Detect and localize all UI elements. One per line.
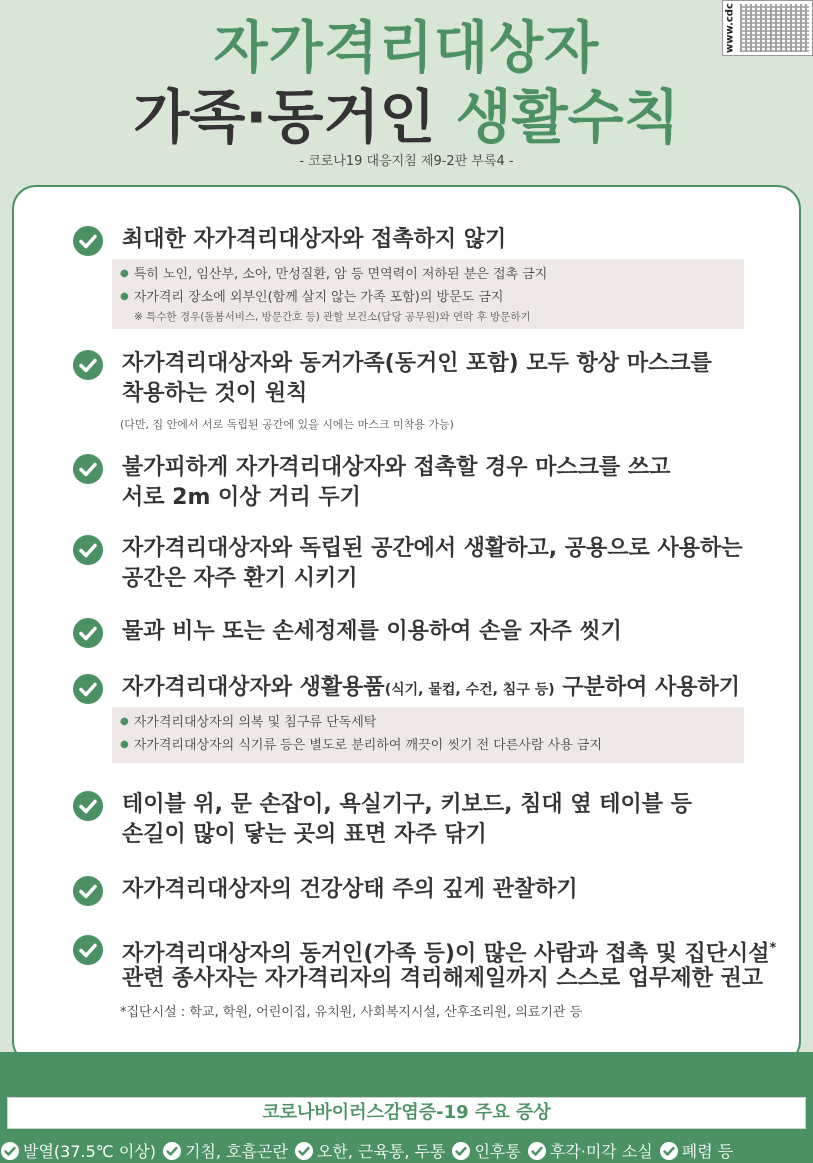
rule-title: 테이블 위, 문 손잡이, 욕실기구, 키보드, 침대 옆 테이블 등: [122, 792, 692, 817]
symptom-item: 기침, 호흡곤란: [162, 1139, 288, 1162]
detail-row: ● 자가격리대상자의 식기류 등은 별도로 분리하여 깨끗이 씻기 전 다른사람 사용 금지: [120, 738, 603, 753]
title-line2: [0, 70, 813, 154]
subtitle: - 코로나19 대응지침 제9-2판 부록4 -: [299, 154, 514, 169]
title-line1: 자가격리대상자: [213, 16, 600, 81]
check-circle-icon: [72, 349, 104, 381]
footer: [0, 1052, 813, 1163]
rule-title-2: 서로 2m 이상 거리 두기: [122, 485, 361, 510]
rule-details: [112, 259, 744, 329]
check-circle-icon: [72, 534, 104, 566]
rule-title: 자가격리대상자의 건강상태 주의 깊게 관찰하기: [122, 877, 578, 902]
rule-title: 자가격리대상자와 독립된 공간에서 생활하고, 공용으로 사용하는: [122, 536, 743, 561]
detail-note: ※ 특수한 경우(돌봄서비스, 방문간호 등) 관할 보건소(담당 공무원)와 연락 후 방문하기: [134, 311, 531, 323]
symptom-item: 오한, 근육통, 두통: [294, 1139, 446, 1162]
rule-note: *집단시설 : 학교, 학원, 어린이집, 유치원, 사회복지시설, 산후조리원, 의료기관 등: [120, 1005, 583, 1020]
symptom-item: 폐렴 등: [659, 1139, 733, 1162]
rules-card: [12, 185, 801, 1065]
detail-row: ● 자가격리대상자의 의복 및 침구류 단독세탁: [120, 715, 377, 730]
check-circle-icon: [72, 790, 104, 822]
rule-title-2: 관련 종사자는 자가격리자의 격리해제일까지 스스로 업무제한 권고: [122, 966, 764, 991]
title-green: 생활수칙: [455, 83, 680, 151]
check-circle-icon: [451, 1141, 471, 1161]
check-circle-icon: [294, 1141, 314, 1161]
rule-title: 불가피하게 자가격리대상자와 접촉할 경우 마스크를 쓰고: [122, 455, 671, 480]
symptoms-list: [0, 1138, 813, 1163]
qr-code[interactable]: [722, 0, 813, 56]
check-circle-icon: [72, 453, 104, 485]
check-circle-icon: [72, 225, 104, 257]
rule-note: (다만, 집 안에서 서로 독립된 공간에 있을 시에는 마스크 미착용 가능): [120, 418, 454, 431]
bullet-icon: ●: [120, 739, 129, 750]
symptom-item: 발열(37.5℃ 이상): [0, 1139, 156, 1162]
symptoms-title: 코로나바이러스감염증-19 주요 증상: [7, 1097, 806, 1129]
qr-pattern: [740, 4, 809, 52]
header: [0, 0, 813, 185]
bullet-icon: ●: [120, 716, 129, 727]
rule-title: 물과 비누 또는 손세정제를 이용하여 손을 자주 씻기: [122, 619, 622, 644]
rule-title-2: 착용하는 것이 원칙: [122, 381, 308, 406]
check-circle-icon: [0, 1141, 20, 1161]
rule-title: 자가격리대상자와 동거가족(동거인 포함) 모두 항상 마스크를: [122, 351, 712, 376]
symptom-item: 후각·미각 소실: [527, 1139, 653, 1162]
check-circle-icon: [72, 617, 104, 649]
check-circle-icon: [659, 1141, 679, 1161]
rule-details: [112, 707, 744, 763]
check-circle-icon: [527, 1141, 547, 1161]
bullet-icon: ●: [120, 268, 129, 279]
rule-title-2: 공간은 자주 환기 시키기: [122, 566, 358, 591]
check-circle-icon: [72, 875, 104, 907]
symptom-item: 인후통: [451, 1139, 520, 1162]
rule-title: 자가격리대상자와 생활용품(식기, 물컵, 수건, 침구 등) 구분하여 사용하기: [122, 675, 740, 700]
detail-row: ● 자가격리 장소에 외부인(함께 살지 않는 가족 포함)의 방문도 금지: [120, 290, 504, 305]
rule-title-2: 손길이 많이 닿는 곳의 표면 자주 닦기: [122, 822, 487, 847]
title-dark: 가족·동거인: [133, 83, 436, 151]
bullet-icon: ●: [120, 291, 129, 302]
rule-title: 최대한 자가격리대상자와 접촉하지 않기: [122, 227, 507, 252]
check-circle-icon: [162, 1141, 182, 1161]
check-circle-icon: [72, 934, 104, 966]
rule-title: 자가격리대상자의 동거인(가족 등)이 많은 사람과 접촉 및 집단시설*: [122, 941, 777, 967]
qr-url: www.cdc: [724, 3, 736, 53]
check-circle-icon: [72, 673, 104, 705]
detail-row: ● 특히 노인, 임산부, 소아, 만성질환, 암 등 면역력이 저하된 분은 접촉 금지: [120, 267, 548, 282]
